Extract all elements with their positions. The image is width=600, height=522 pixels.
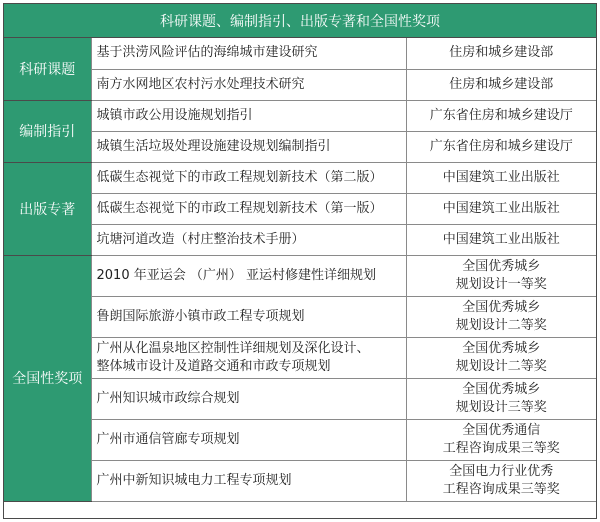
category-cell: 编制指引 <box>4 100 91 162</box>
table-row <box>4 378 596 419</box>
project-name-cell <box>91 460 406 501</box>
award-cell <box>406 255 596 296</box>
project-name-cell <box>91 131 406 162</box>
organization-cell <box>406 193 596 224</box>
table-row <box>4 419 596 460</box>
award-line: 工程咨询成果三等奖 <box>442 481 560 497</box>
organization-line: 住房和城乡建设部 <box>449 45 554 61</box>
table-row <box>4 460 596 501</box>
project-name-line: 城镇市政公用设施规划指引 <box>96 107 253 123</box>
table-row <box>4 224 596 255</box>
organization-line: 广东省住房和城乡建设厅 <box>429 107 573 123</box>
organization-line: 广东省住房和城乡建设厅 <box>429 138 573 154</box>
award-cell <box>406 378 596 419</box>
organization-cell <box>406 38 596 69</box>
award-line: 规划设计二等奖 <box>455 317 547 333</box>
award-line: 全国优秀城乡 <box>462 299 541 315</box>
project-name-cell <box>91 162 406 193</box>
award-line: 规划设计三等奖 <box>455 399 547 415</box>
table-row <box>4 131 596 162</box>
table-row <box>4 100 596 131</box>
organization-line: 中国建筑工业出版社 <box>442 231 560 247</box>
project-name-line: 城镇生活垃圾处理设施建设规划编制指引 <box>96 138 331 154</box>
project-name-cell <box>91 69 406 100</box>
award-cell <box>406 337 596 378</box>
award-line: 工程咨询成果三等奖 <box>442 440 560 456</box>
organization-line: 中国建筑工业出版社 <box>442 200 560 216</box>
award-line: 全国优秀城乡 <box>462 381 541 397</box>
awards-table <box>4 38 596 502</box>
project-name-line: 坑塘河道改造（村庄整治技术手册） <box>96 231 305 247</box>
award-line: 全国电力行业优秀 <box>449 463 554 479</box>
organization-cell <box>406 224 596 255</box>
category-cell: 全国性奖项 <box>4 255 91 501</box>
table-row <box>4 337 596 378</box>
award-line: 全国优秀城乡 <box>462 340 541 356</box>
project-name-cell <box>91 224 406 255</box>
table-row <box>4 38 596 69</box>
project-name-line: 整体城市设计及道路交通和市政专项规划 <box>96 358 331 374</box>
organization-line: 中国建筑工业出版社 <box>442 169 560 185</box>
project-name-line: 基于洪涝风险评估的海绵城市建设研究 <box>96 45 318 61</box>
project-name-cell <box>91 378 406 419</box>
organization-cell <box>406 69 596 100</box>
award-cell <box>406 419 596 460</box>
organization-cell <box>406 131 596 162</box>
project-name-line: 南方水网地区农村污水处理技术研究 <box>96 76 305 92</box>
project-name-line: 低碳生态视觉下的市政工程规划新技术（第一版） <box>96 200 383 216</box>
award-line: 全国优秀通信 <box>462 422 541 438</box>
table-row <box>4 193 596 224</box>
award-line: 规划设计一等奖 <box>455 276 547 292</box>
organization-line: 住房和城乡建设部 <box>449 76 554 92</box>
project-name-cell <box>91 38 406 69</box>
category-cell: 科研课题 <box>4 38 91 100</box>
table-row <box>4 296 596 337</box>
project-name-line: 广州中新知识城电力工程专项规划 <box>96 472 292 488</box>
project-name-line: 广州市通信管廊专项规划 <box>96 431 240 447</box>
project-name-line: 鲁朗国际旅游小镇市政工程专项规划 <box>96 308 305 324</box>
project-name-cell <box>91 337 406 378</box>
table-frame <box>3 3 597 519</box>
project-name-line: 低碳生态视觉下的市政工程规划新技术（第二版） <box>96 169 383 185</box>
award-line: 全国优秀城乡 <box>462 258 541 274</box>
table-title: 科研课题、编制指引、出版专著和全国性奖项 <box>4 4 596 38</box>
project-name-line: 2010 年亚运会 （广州） 亚运村修建性详细规划 <box>96 267 376 283</box>
organization-cell <box>406 100 596 131</box>
project-name-cell <box>91 100 406 131</box>
project-name-line: 广州从化温泉地区控制性详细规划及深化设计、 <box>96 340 370 356</box>
category-cell: 出版专著 <box>4 162 91 255</box>
project-name-cell <box>91 255 406 296</box>
table-row <box>4 255 596 296</box>
project-name-line: 广州知识城市政综合规划 <box>96 390 240 406</box>
table-row <box>4 162 596 193</box>
organization-cell <box>406 162 596 193</box>
project-name-cell <box>91 296 406 337</box>
award-line: 规划设计二等奖 <box>455 358 547 374</box>
project-name-cell <box>91 419 406 460</box>
table-row <box>4 69 596 100</box>
project-name-cell <box>91 193 406 224</box>
award-cell <box>406 296 596 337</box>
award-cell <box>406 460 596 501</box>
